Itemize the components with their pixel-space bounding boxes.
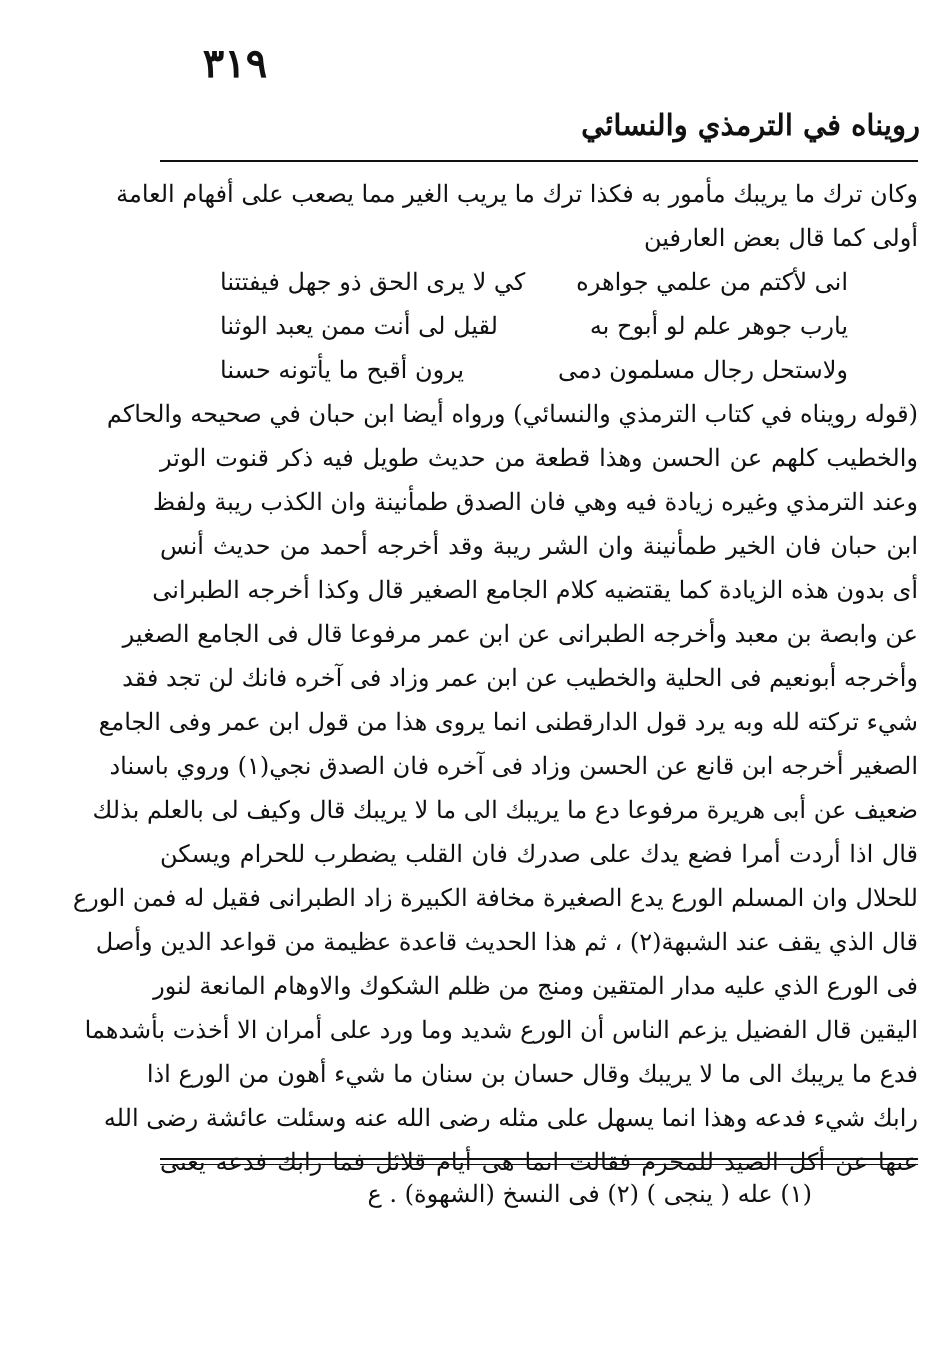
verse-second-half: يرون أقبح ما يأتونه حسنا bbox=[220, 356, 465, 384]
footnote: (١) عله ( ينجى ) (٢) فى النسخ (الشهوة) . ع bbox=[367, 1180, 812, 1208]
header-divider bbox=[160, 160, 918, 162]
main-text bbox=[72, 172, 918, 1184]
text-line: ضعيف عن أبى هريرة مرفوعا دع ما يريبك الى ما لا يريبك قال وكيف لى بالعلم بذلك bbox=[92, 796, 918, 824]
text-line: أولى كما قال بعض العارفين bbox=[643, 224, 918, 252]
running-head: رويناه في الترمذي والنسائي bbox=[581, 108, 920, 142]
text-line: فى الورع الذي عليه مدار المتقين ومنج من ظلم الشكوك والاوهام المانعة لنور bbox=[153, 972, 918, 1000]
footnote-divider-thin bbox=[160, 1164, 918, 1165]
text-line: فدع ما يريبك الى ما لا يريبك وقال حسان بن سنان ما شيء أهون من الورع اذا bbox=[146, 1060, 918, 1088]
text-line: قال الذي يقف عند الشبهة(٢) ، ثم هذا الحديث قاعدة عظيمة من قواعد الدين وأصل bbox=[95, 928, 918, 956]
text-line: للحلال وان المسلم الورع يدع الصغيرة مخافة الكبيرة زاد الطبرانى فقيل له فمن الورع bbox=[72, 884, 918, 912]
poem-verse bbox=[160, 304, 918, 348]
page-number: ٣١٩ bbox=[202, 40, 268, 87]
verse-first-half: يارب جوهر علم لو أبوح به bbox=[589, 312, 848, 340]
text-line: أى بدون هذه الزيادة كما يقتضيه كلام الجامع الصغير قال وكذا أخرجه الطبرانى bbox=[152, 576, 918, 604]
text-line: عن وابصة بن معبد وأخرجه الطبرانى عن ابن عمر مرفوعا قال فى الجامع الصغير bbox=[122, 620, 918, 648]
text-line: وأخرجه أبونعيم فى الحلية والخطيب عن ابن عمر وزاد فى آخره فانك لن تجد فقد bbox=[122, 664, 918, 692]
text-line: قال اذا أردت أمرا فضع يدك على صدرك فان القلب يضطرب للحرام ويسكن bbox=[160, 840, 918, 868]
text-line: عنها عن أكل الصيد للمحرم فقالت انما هى أيام قلائل فما رابك فدعه يعنى bbox=[160, 1148, 918, 1176]
text-line: ابن حبان فان الخير طمأنينة وان الشر ريبة وقد أخرجه أحمد من حديث أنس bbox=[160, 532, 918, 560]
text-line: رابك شيء فدعه وهذا انما يسهل على مثله رضى الله عنه وسئلت عائشة رضى الله bbox=[103, 1104, 918, 1132]
poem-verse bbox=[160, 260, 918, 304]
text-line: (قوله رويناه في كتاب الترمذي والنسائي) ورواه أيضا ابن حبان في صحيحه والحاكم bbox=[106, 400, 918, 428]
verse-second-half: كي لا يرى الحق ذو جهل فيفتتنا bbox=[220, 268, 526, 296]
verse-first-half: ولاستحل رجال مسلمون دمى bbox=[557, 356, 848, 384]
poem-verse bbox=[160, 348, 918, 392]
text-line: اليقين قال الفضيل يزعم الناس أن الورع شديد وما ورد على أمران الا أخذت بأشدهما bbox=[84, 1016, 918, 1044]
text-line: وكان ترك ما يريبك مأمور به فكذا ترك ما يريب الغير مما يصعب على أفهام العامة bbox=[116, 180, 918, 208]
verse-first-half: انى لأكتم من علمي جواهره bbox=[576, 268, 848, 296]
text-line: الصغير أخرجه ابن قانع عن الحسن وزاد فى آخره فان الصدق نجي(١) وروي باسناد bbox=[109, 752, 918, 780]
text-line: والخطيب كلهم عن الحسن وهذا قطعة من حديث طويل فيه ذكر قنوت الوتر bbox=[160, 444, 918, 472]
footnote-divider bbox=[160, 1158, 918, 1160]
verse-second-half: لقيل لى أنت ممن يعبد الوثنا bbox=[220, 312, 498, 340]
text-line: شيء تركته لله وبه يرد قول الدارقطنى انما يروى هذا من قول ابن عمر وفى الجامع bbox=[98, 708, 918, 736]
text-line: وعند الترمذي وغيره زيادة فيه وهي فان الصدق طمأنينة وان الكذب ريبة ولفظ bbox=[152, 488, 918, 516]
